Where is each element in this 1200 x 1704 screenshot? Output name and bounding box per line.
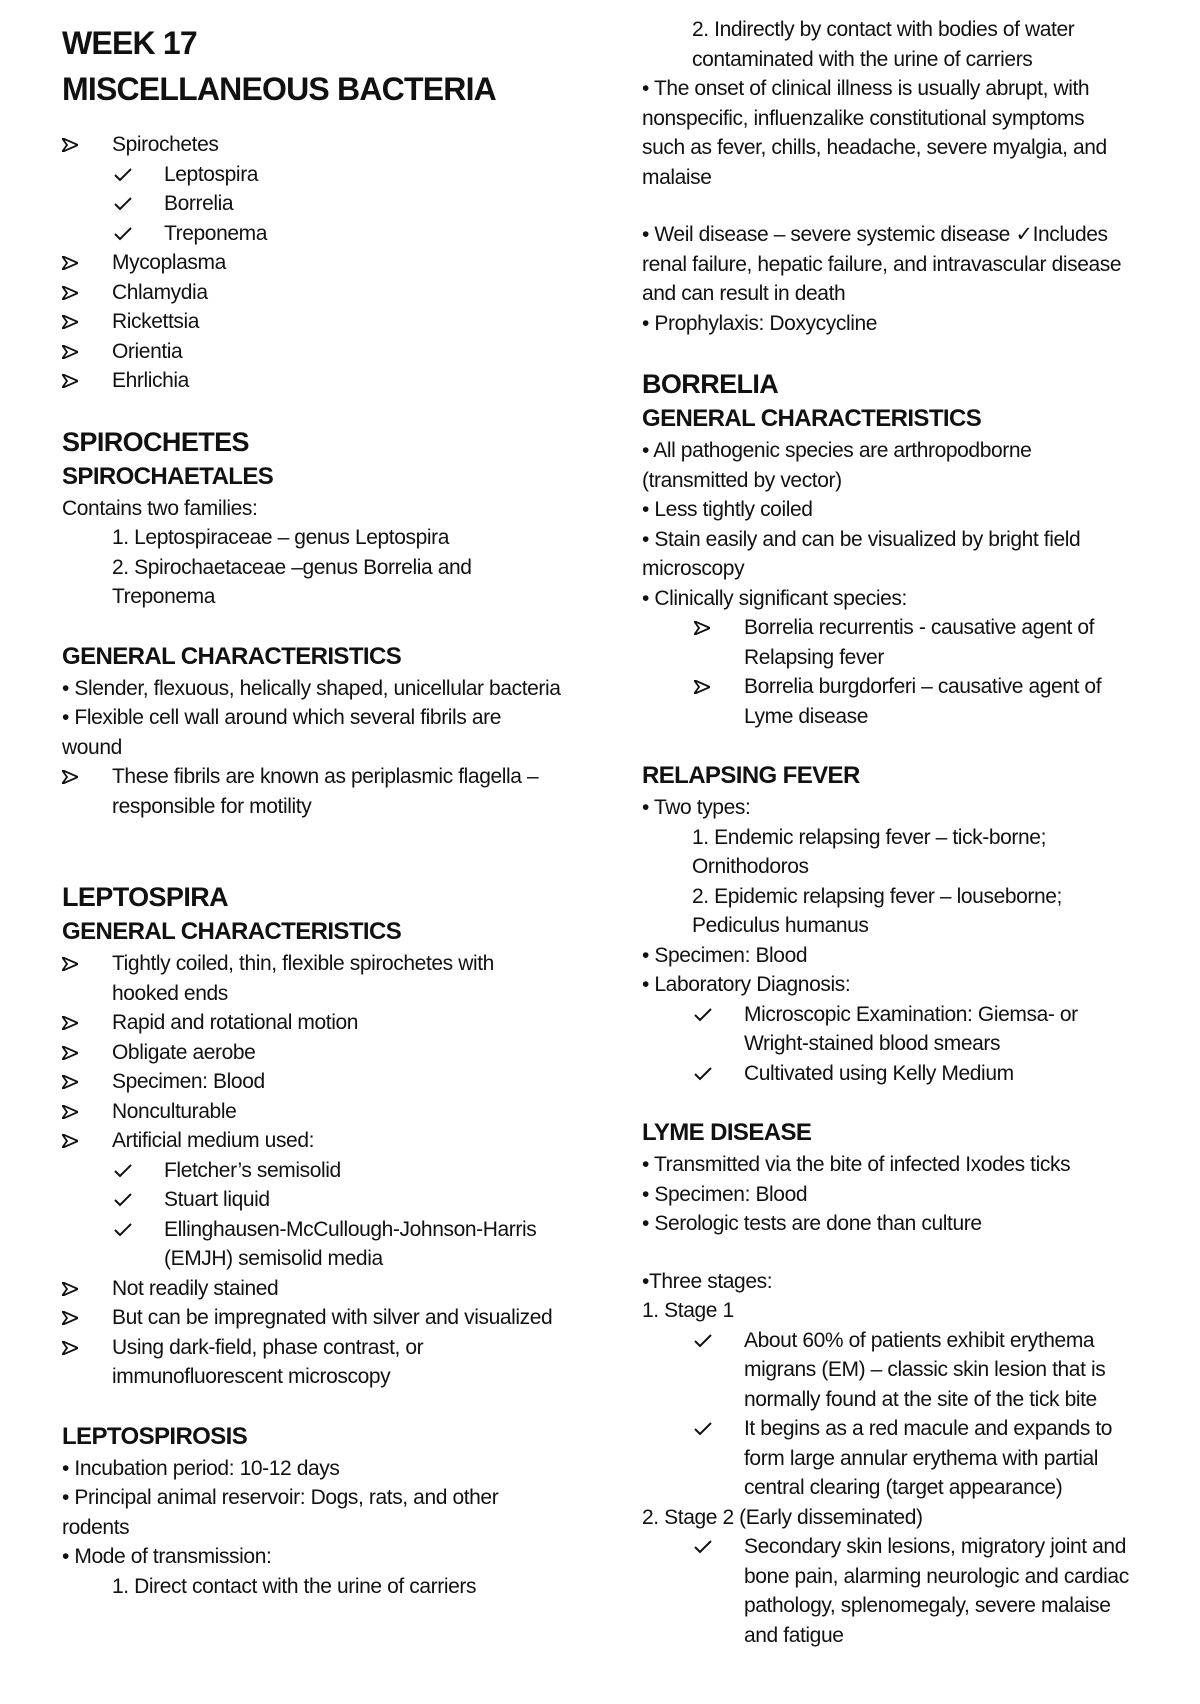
arrow-item-line: These fibrils are known as periplasmic flagella –: [112, 765, 539, 788]
check-list-item: [642, 1532, 1182, 1650]
list-item-line: Fletcher’s semisolid: [164, 1158, 341, 1182]
lab-diagnosis-list: [642, 1000, 1182, 1089]
checkmark-icon: [114, 219, 154, 241]
stage-label: 1. Stage 1: [642, 1299, 734, 1322]
subheading-general-characteristics: GENERAL CHARACTERISTICS: [62, 918, 402, 945]
checkmark-icon: [114, 1185, 154, 1207]
paragraph-line: renal failure, hepatic failure, and intravascular disease: [642, 252, 1122, 276]
list-item-line: central clearing (target appearance): [744, 1476, 1063, 1499]
bullet-text: • Mode of transmission:: [62, 1545, 272, 1568]
arrow-list-item: [642, 672, 1182, 731]
list-item-line: Cultivated using Kelly Medium: [744, 1061, 1014, 1085]
list-item-line: Rapid and rotational motion: [112, 1011, 359, 1034]
transmission-item: 1. Direct contact with the urine of carriers: [112, 1574, 477, 1598]
prophylaxis-text: • Prophylaxis: Doxycycline: [642, 311, 878, 335]
checkmark-icon: [114, 160, 154, 182]
bullet-text: • Clinically significant species:: [642, 586, 907, 610]
bullet-text: • Laboratory Diagnosis:: [642, 973, 851, 996]
arrow-list-item: [62, 366, 622, 396]
checkmark-icon: [114, 1156, 154, 1178]
borrelia-characteristics-list: [642, 436, 1182, 613]
list-item-line: Chlamydia: [112, 280, 208, 304]
paragraph-line: and can result in death: [642, 282, 846, 305]
transmission-item-continued: contaminated with the urine of carriers: [692, 47, 1033, 71]
type-item-continued: Pediculus humanus: [692, 914, 869, 937]
arrow-bullet-icon: [62, 1097, 102, 1119]
paragraph-line: such as fever, chills, headache, severe myalgia, and: [642, 136, 1107, 159]
arrow-list-item: [62, 1097, 622, 1127]
section-heading-leptospira: LEPTOSPIRA: [62, 882, 229, 912]
list-item-line: form large annular erythema with partial: [744, 1446, 1099, 1470]
list-item-line: Microscopic Examination: Giemsa- or: [744, 1002, 1078, 1026]
section-heading-borrelia: BORRELIA: [642, 369, 779, 399]
checkmark-icon: [694, 1326, 734, 1348]
arrow-bullet-icon: [694, 613, 734, 635]
list-item-line: Lyme disease: [744, 704, 868, 728]
bullet-text: • Principal animal reservoir: Dogs, rats, and other: [62, 1486, 499, 1509]
section-heading-leptospirosis: LEPTOSPIROSIS: [62, 1422, 248, 1450]
checkmark-icon: [694, 1532, 734, 1554]
section-heading-spirochetes: SPIROCHETES: [62, 426, 249, 457]
arrow-bullet-icon: [62, 1008, 102, 1030]
bullet-text: •Three stages:: [642, 1269, 773, 1293]
bullet-text: • Less tightly coiled: [642, 498, 813, 521]
section-heading-general-characteristics: GENERAL CHARACTERISTICS: [62, 642, 402, 670]
family-item: 2. Spirochaetaceae –genus Borrelia and: [112, 555, 472, 579]
list-item-line: migrans (EM) – classic skin lesion that is: [744, 1358, 1106, 1381]
arrow-bullet-icon: [62, 1067, 102, 1089]
list-item-line: immunofluorescent microscopy: [112, 1365, 391, 1388]
check-list-item: [62, 160, 622, 190]
list-item-line: Using dark-field, phase contrast, or: [112, 1335, 424, 1359]
list-item-line: Tightly coiled, thin, flexible spirochetes with: [112, 952, 494, 975]
bullet-text: microscopy: [642, 557, 745, 580]
arrow-bullet-icon: [62, 1274, 102, 1296]
arrow-list-item: [62, 762, 622, 821]
page-title-week: WEEK 17: [62, 25, 197, 61]
arrow-list-item: [62, 1274, 622, 1304]
arrow-list-item: [62, 1303, 622, 1333]
stage1-list: [642, 1326, 1182, 1503]
stage-label: 2. Stage 2 (Early disseminated): [642, 1505, 923, 1529]
check-list-item: [62, 1185, 622, 1215]
check-list-item: [642, 1000, 1182, 1059]
list-item-line: Ellinghausen-McCullough-Johnson-Harris: [164, 1217, 537, 1241]
list-item-line: Not readily stained: [112, 1276, 279, 1300]
stage2-list: [642, 1532, 1182, 1650]
check-list-item: [62, 1215, 622, 1274]
bullet-text: • Slender, flexuous, helically shaped, unicellular bacteria: [62, 676, 561, 700]
arrow-list-item: [62, 278, 622, 308]
list-item-line: Relapsing fever: [744, 645, 884, 669]
list-item-line: But can be impregnated with silver and visualized: [112, 1306, 553, 1329]
list-item-line: (EMJH) semisolid media: [164, 1247, 383, 1270]
bullet-text: • Incubation period: 10-12 days: [62, 1456, 340, 1480]
list-item-line: Mycoplasma: [112, 251, 226, 274]
arrow-bullet-icon: [62, 366, 102, 388]
list-item-line: Rickettsia: [112, 310, 200, 333]
arrow-bullet-icon: [62, 130, 102, 152]
type-item-continued: Ornithodoros: [692, 855, 809, 878]
bullet-text: • Specimen: Blood: [642, 1182, 808, 1206]
bullet-text-continued: wound: [62, 735, 122, 759]
arrow-bullet-icon: [62, 949, 102, 971]
bullet-text: • Flexible cell wall around which several fibrils are: [62, 706, 502, 729]
arrow-item-line: responsible for motility: [112, 794, 312, 818]
list-item-line: Specimen: Blood: [112, 1070, 265, 1093]
onset-paragraph: [642, 74, 1182, 192]
checkmark-icon: [694, 1414, 734, 1436]
check-list-item: [642, 1059, 1182, 1089]
list-item-line: Borrelia: [164, 192, 234, 215]
arrow-bullet-icon: [62, 337, 102, 359]
bullet-text: • Stain easily and can be visualized by bright field: [642, 527, 1081, 551]
check-list-item: [62, 219, 622, 249]
right-column: [642, 0, 1182, 1650]
list-item-line: Ehrlichia: [112, 369, 189, 392]
check-list-item: [62, 189, 622, 219]
paragraph-line: nonspecific, influenzalike constitutional symptoms: [642, 106, 1085, 130]
leptospira-characteristics-list: [62, 949, 622, 1156]
arrow-bullet-icon: [62, 1333, 102, 1355]
section-heading-lyme-disease: LYME DISEASE: [642, 1119, 812, 1146]
type-item: 1. Endemic relapsing fever – tick-borne;: [692, 825, 1047, 849]
page-title-topic: MISCELLANEOUS BACTERIA: [62, 71, 496, 107]
list-item-line: Spirochetes: [112, 133, 219, 156]
families-intro: Contains two families:: [62, 496, 258, 520]
list-item-line: Obligate aerobe: [112, 1040, 256, 1064]
checkmark-icon: [114, 1215, 154, 1237]
topic-outline: [62, 130, 622, 396]
arrow-list-item: [62, 1126, 622, 1156]
arrow-bullet-icon: [694, 672, 734, 694]
arrow-bullet-icon: [62, 1126, 102, 1148]
list-item-line: Borrelia recurrentis - causative agent of: [744, 616, 1095, 639]
list-item-line: Orientia: [112, 339, 183, 363]
left-column: [62, 0, 622, 1601]
paragraph-line: • Weil disease – severe systemic disease ✓Includes: [642, 223, 1108, 246]
bullet-text: • Transmitted via the bite of infected Ixodes ticks: [642, 1153, 1071, 1176]
arrow-bullet-icon: [62, 248, 102, 270]
list-item-line: and fatigue: [744, 1623, 844, 1647]
subheading-spirochaetales: SPIROCHAETALES: [62, 462, 274, 490]
bullet-text: • Specimen: Blood: [642, 943, 808, 967]
family-item: 1. Leptospiraceae – genus Leptospira: [112, 526, 450, 549]
list-item-line: Artificial medium used:: [112, 1129, 315, 1152]
arrow-list-item: [642, 613, 1182, 672]
arrow-bullet-icon: [62, 1038, 102, 1060]
list-item-line: bone pain, alarming neurologic and cardiac: [744, 1564, 1129, 1588]
weil-disease-paragraph: [642, 220, 1182, 309]
check-list-item: [642, 1326, 1182, 1415]
list-item-line: It begins as a red macule and expands to: [744, 1417, 1113, 1440]
arrow-list-item: [62, 248, 622, 278]
list-item-line: Stuart liquid: [164, 1188, 270, 1211]
check-list-item: [642, 1414, 1182, 1503]
list-item-line: About 60% of patients exhibit erythema: [744, 1328, 1095, 1352]
list-item-line: hooked ends: [112, 981, 228, 1005]
checkmark-icon: [694, 1000, 734, 1022]
bullet-text: • Serologic tests are done than culture: [642, 1212, 982, 1235]
list-item-line: pathology, splenomegaly, severe malaise: [744, 1594, 1111, 1617]
arrow-list-item: [62, 1038, 622, 1068]
arrow-bullet-icon: [62, 1303, 102, 1325]
arrow-bullet-icon: [62, 762, 102, 784]
bullet-text: • Two types:: [642, 796, 751, 819]
arrow-list-item: [62, 1067, 622, 1097]
arrow-list-item: [62, 1008, 622, 1038]
family-item-continued: Treponema: [112, 585, 216, 608]
list-item-line: Leptospira: [164, 162, 259, 186]
paragraph-line: malaise: [642, 165, 712, 189]
arrow-bullet-icon: [62, 307, 102, 329]
arrow-list-item: [62, 1333, 622, 1392]
paragraph-line: • The onset of clinical illness is usually abrupt, with: [642, 77, 1090, 100]
type-item: 2. Epidemic relapsing fever – louseborne;: [692, 884, 1062, 908]
list-item-line: normally found at the site of the tick bite: [744, 1387, 1097, 1411]
artificial-media-list: [62, 1156, 622, 1274]
checkmark-icon: [694, 1059, 734, 1081]
arrow-list-item: [62, 337, 622, 367]
list-item-line: Wright-stained blood smears: [744, 1032, 1001, 1055]
subheading-general-characteristics: GENERAL CHARACTERISTICS: [642, 405, 982, 432]
transmission-item: 2. Indirectly by contact with bodies of water: [692, 18, 1075, 41]
bullet-text: (transmitted by vector): [642, 468, 842, 492]
list-item-line: Nonculturable: [112, 1099, 237, 1123]
list-item-line: Borrelia burgdorferi – causative agent of: [744, 675, 1102, 698]
arrow-list-item: [62, 949, 622, 1008]
clinical-species-list: [642, 613, 1182, 731]
check-list-item: [62, 1156, 622, 1186]
section-heading-relapsing-fever: RELAPSING FEVER: [642, 762, 860, 789]
bullet-text-continued: rodents: [62, 1515, 130, 1539]
arrow-list-item: [62, 130, 622, 160]
arrow-bullet-icon: [62, 278, 102, 300]
leptospira-staining-list: [62, 1274, 622, 1392]
bullet-text: • All pathogenic species are arthropodborne: [642, 439, 1032, 462]
list-item-line: Treponema: [164, 221, 268, 245]
checkmark-icon: [114, 189, 154, 211]
list-item-line: Secondary skin lesions, migratory joint and: [744, 1535, 1126, 1558]
arrow-list-item: [62, 307, 622, 337]
